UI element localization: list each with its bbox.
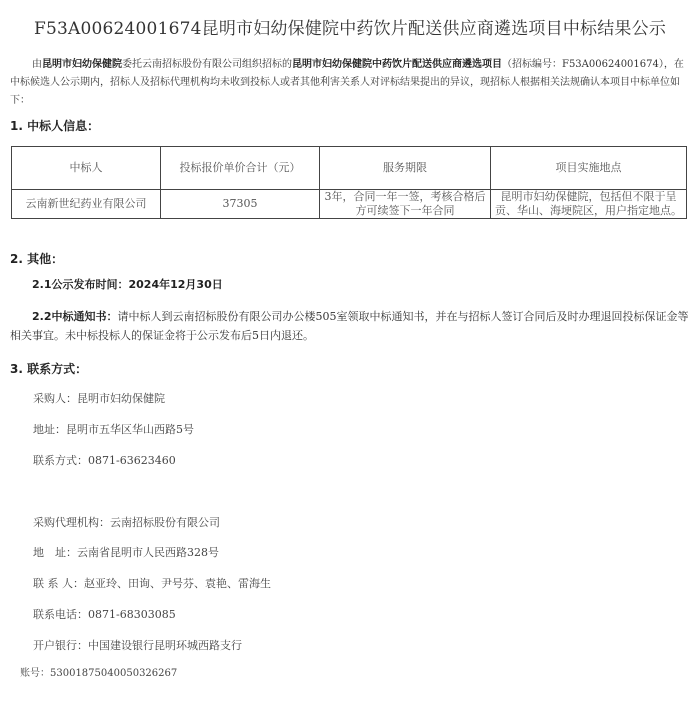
column-header: 项目实施地点 [491,147,687,190]
agency-phone: 联系电话：0871-68303085 [33,608,176,621]
intro-text: （招标编号：F53A00624001674），在中标候选人公示期内，招标人及招标代理机构均未收到投标人或者其他利害关系人对评标结果提出的异议，现招标人根据相关法规确认本项目中标单位如下： [10,59,684,106]
table-cell: 37305 [161,190,320,219]
intro-owner: 昆明市妇幼保健院 [42,59,122,70]
winner-table [11,146,687,219]
publish-time-label: 2.1公示发布时间： [32,278,129,291]
table-cell: 云南新世纪药业有限公司 [12,190,161,219]
table-row [12,190,687,219]
agency-address: 地 址：云南省昆明市人民西路328号 [33,546,219,559]
column-header: 服务期限 [320,147,491,190]
award-notice-text: 请中标人到云南招标股份有限公司办公楼505室领取中标通知书，并在与招标人签订合同后及时办理退回投标保证金等相关事宜。未中标投标人的保证金将于公示发布后5日内退还。 [10,310,689,342]
publish-time-value: 2024年12月30日 [128,278,223,291]
award-notice-label: 2.2中标通知书： [32,310,118,323]
column-header: 投标报价单价合计（元） [161,147,320,190]
purchaser-address: 地址：昆明市五华区华山西路5号 [33,423,194,436]
publish-time [10,275,700,294]
agency-name: 采购代理机构：云南招标股份有限公司 [33,516,220,529]
purchaser-name: 采购人：昆明市妇幼保健院 [33,392,165,405]
page-title: F53A00624001674昆明市妇幼保健院中药饮片配送供应商遴选项目中标结果公示 [33,19,667,39]
table-cell: 昆明市妇幼保健院，包括但不限于呈贡、华山、海埂院区，用户指定地点。 [491,190,687,219]
section-heading-other: 2. 其他： [10,252,64,266]
intro-text: 委托云南招标股份有限公司组织招标的 [122,59,292,70]
section-heading-winner: 1. 中标人信息： [10,119,100,133]
purchaser-phone: 联系方式：0871-63623460 [33,454,176,467]
table-header-row [12,147,687,190]
intro-text: 由 [32,59,42,70]
award-notice [10,307,690,345]
intro-project: 昆明市妇幼保健院中药饮片配送供应商遴选项目 [292,59,502,70]
bank-account: 账号：53001875040050326267 [20,668,178,679]
section-heading-contact: 3. 联系方式： [10,362,88,376]
intro-paragraph [10,56,690,110]
column-header: 中标人 [12,147,161,190]
agency-contacts: 联 系 人：赵亚玲、田询、尹号芬、袁艳、雷海生 [33,577,271,590]
table-cell: 3年，合同一年一签，考核合格后方可续签下一年合同 [320,190,491,219]
agency-bank: 开户银行：中国建设银行昆明环城西路支行 [33,639,242,652]
